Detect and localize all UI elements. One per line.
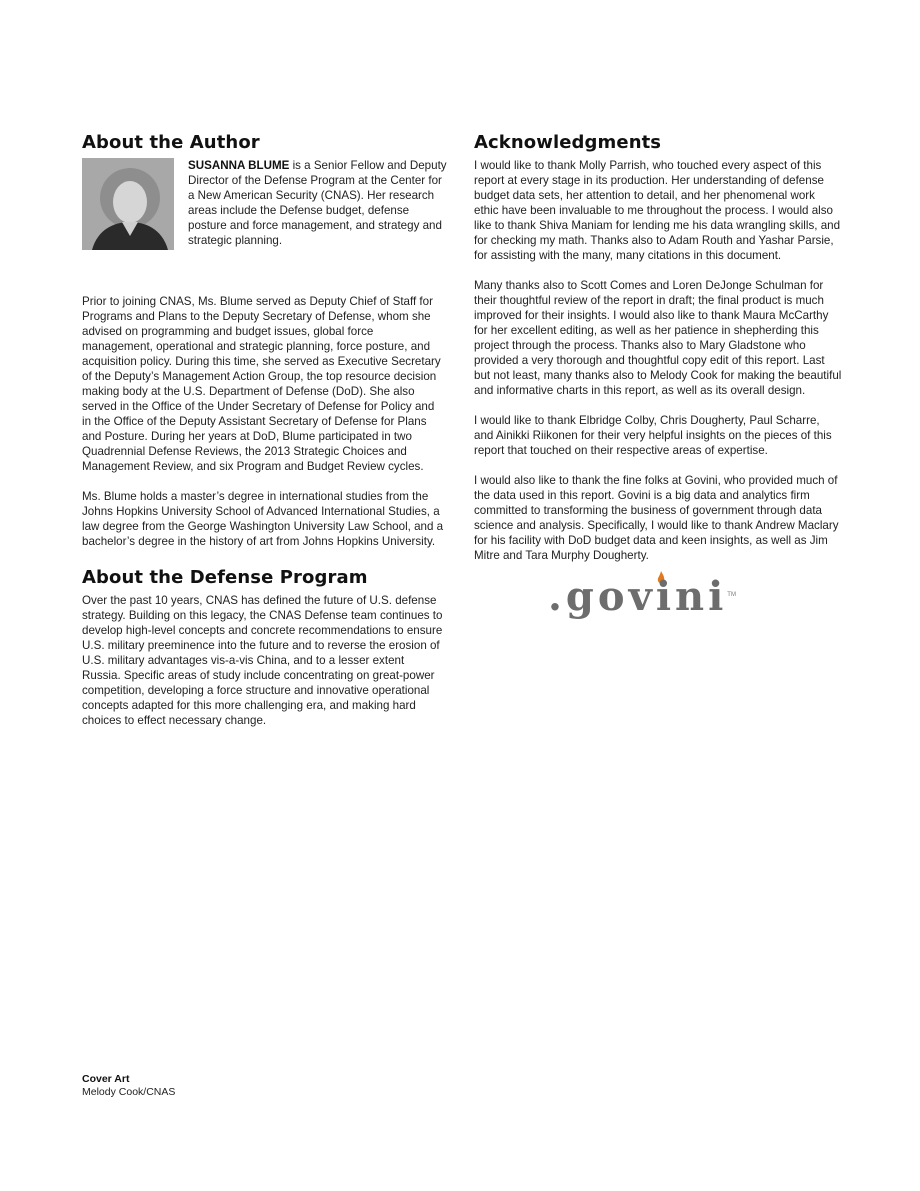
left-column	[82, 132, 447, 728]
govini-logo-text: .govini TM	[548, 573, 736, 620]
cover-art-label: Cover Art	[82, 1073, 130, 1085]
about-program-section	[82, 567, 444, 728]
author-block	[82, 158, 447, 294]
ack-paragraph-4: I would also like to thank the fine folks at Govini, who provided much of the data used in this report. Govini is a big data and analytics firm committed to transforming the business of government through data science and analysis. Specifically, I would like to thank Andrew Maclary for his facility with DoD budget data and keen insights, as well as Jim Mitre and Tara Murphy Dougherty.	[474, 474, 839, 562]
author-paragraph-2: Ms. Blume holds a master’s degree in international studies from the Johns Hopkins University School of Advanced International Studies, a law degree from the George Washington University Law School, and a bachelor’s degree in the history of art from Johns Hopkins University.	[82, 490, 444, 548]
ack-paragraph-2: Many thanks also to Scott Comes and Loren DeJonge Schulman for their thoughtful review of the report in draft; the final product is much improved for their insights. I would also like to thank Maura McCarthy for her excellent editing, as well as her patience in shepherding this project through the process. Thanks also to Mary Gladstone who provided a very thorough and thoughtful copy edit of this report. Last but not least, many thanks also to Melody Cook for making the beautiful and informative charts in this report, as well as its overall design.	[474, 279, 842, 397]
author-bio-text: is a Senior Fellow and Deputy Director of the Defense Program at the Center for a New American Security (CNAS). Her research areas include the Defense budget, defense posture and force management, and strategy and strategic planning.	[188, 159, 447, 247]
about-program-heading: About the Defense Program	[82, 567, 368, 588]
about-author-heading: About the Author	[82, 132, 260, 153]
author-bio	[188, 158, 450, 248]
ack-paragraph-1: I would like to thank Molly Parrish, who touched every aspect of this report at every stage in its production. Her understanding of defense budget data sets, her attention to detail, and her phenomenal work ethic have been invaluable to me throughout the process. I would also like to thank Shiva Maniam for lending me his data wrangling skills, and for checking my math. Thanks also to Adam Routh and Yashar Parsie, for assisting with the many, many citations in this document.	[474, 159, 841, 262]
govini-logo	[474, 573, 842, 625]
cover-art-credit-text: Melody Cook/CNAS	[82, 1086, 176, 1098]
author-photo	[82, 158, 174, 250]
author-paragraph-1: Prior to joining CNAS, Ms. Blume served as Deputy Chief of Staff for Programs and Plans to the Deputy Secretary of Defense, whom she advised on programming and budget issues, global force management, operational and strategic planning, force posture, and acquisition policy. During this time, she served as Executive Secretary of the Deputy’s Management Action Group, the top resource decision making body at the U.S. Department of Defense (DoD). She also served in the Office of the Under Secretary of Defense for Policy and in the Office of the Deputy Assistant Secretary of Defense for Plans and Posture. During her years at DoD, Blume participated in two Quadrennial Defense Reviews, the 2013 Strategic Choices and Management Review, and six Program and Budget Review cycles.	[82, 295, 441, 473]
cover-art-credit	[82, 1073, 175, 1099]
ack-paragraph-3: I would like to thank Elbridge Colby, Chris Dougherty, Paul Scharre, and Ainikki Riikonen for their very helpful insights on the pieces of this report that touched on their respective areas of expertise.	[474, 414, 832, 457]
right-column	[474, 132, 842, 625]
acknowledgments-heading: Acknowledgments	[474, 132, 662, 153]
author-name: SUSANNA BLUME	[188, 159, 290, 172]
trademark-mark: TM	[727, 592, 736, 598]
about-program-text: Over the past 10 years, CNAS has defined the future of U.S. defense strategy. Building on this legacy, the CNAS Defense team continues to develop high-level concepts and concrete recommendations to ensure U.S. military preeminence into the future and to reverse the erosion of U.S. military advantages vis-a-vis China, and to a lesser extent Russia. Specific areas of study include concentrating on great-power competition, developing a force structure and innovative operational concepts adapted for this more challenging era, and making hard choices to effect necessary change.	[82, 594, 443, 727]
